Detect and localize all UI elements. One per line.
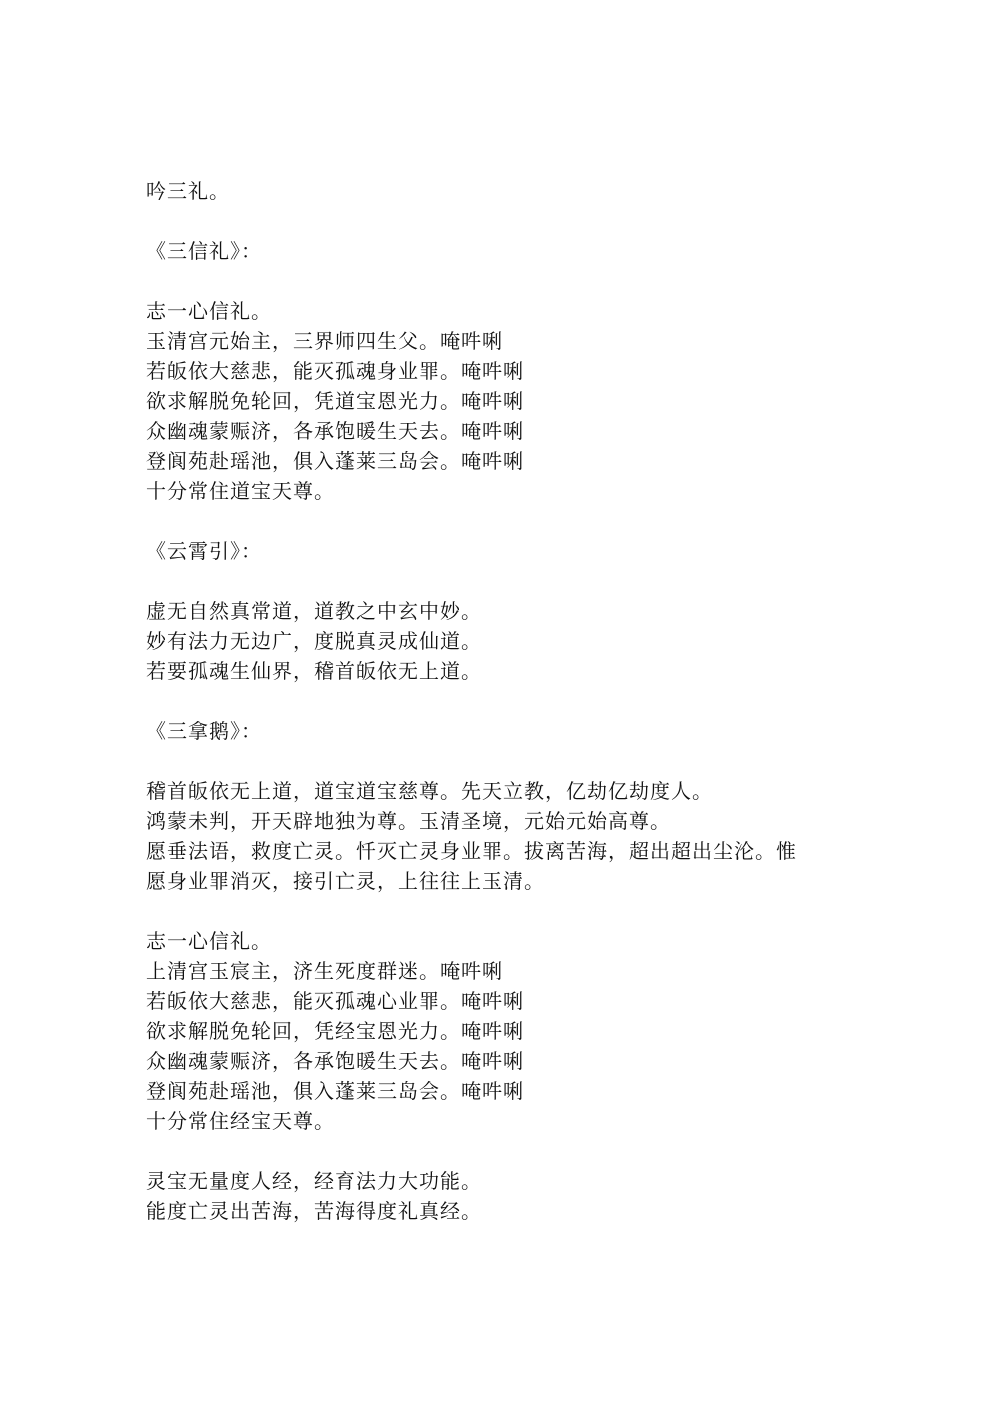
intro-line: 吟三礼。 xyxy=(146,179,230,203)
verse-line: 众幽魂蒙赈济，各承饱暖生天去。唵吽唎 xyxy=(146,419,524,443)
section-title: 《三信礼》： xyxy=(146,239,262,263)
verse-line: 若皈依大慈悲，能灭孤魂身业罪。唵吽唎 xyxy=(146,359,524,383)
spacer xyxy=(146,566,866,596)
spacer xyxy=(146,206,866,236)
section-title: 《三拿鹅》： xyxy=(146,719,262,743)
verse-line: 登阆苑赴瑶池，俱入蓬莱三岛会。唵吽唎 xyxy=(146,449,524,473)
spacer xyxy=(146,896,866,926)
verse-line: 十分常住经宝天尊。 xyxy=(146,1109,335,1133)
verse-line: 众幽魂蒙赈济，各承饱暖生天去。唵吽唎 xyxy=(146,1049,524,1073)
verse-line: 若要孤魂生仙界，稽首皈依无上道。 xyxy=(146,659,482,683)
document-body xyxy=(146,176,866,1226)
verse-line: 欲求解脱免轮回，凭经宝恩光力。唵吽唎 xyxy=(146,1019,524,1043)
verse-line: 上清宫玉宸主，济生死度群迷。唵吽唎 xyxy=(146,959,503,983)
verse-line: 欲求解脱免轮回，凭道宝恩光力。唵吽唎 xyxy=(146,389,524,413)
verse-line: 志一心信礼。 xyxy=(146,929,272,953)
verse-line: 稽首皈依无上道，道宝道宝慈尊。先天立教，亿劫亿劫度人。 xyxy=(146,779,713,803)
verse-line: 志一心信礼。 xyxy=(146,299,272,323)
spacer xyxy=(146,686,866,716)
spacer xyxy=(146,746,866,776)
verse-line: 虚无自然真常道，道教之中玄中妙。 xyxy=(146,599,482,623)
verse-line: 灵宝无量度人经，经育法力大功能。 xyxy=(146,1169,482,1193)
spacer xyxy=(146,1136,866,1166)
verse-line: 登阆苑赴瑶池，俱入蓬莱三岛会。唵吽唎 xyxy=(146,1079,524,1103)
verse-line: 玉清宫元始主，三界师四生父。唵吽唎 xyxy=(146,329,503,353)
verse-line: 愿垂法语，救度亡灵。忏灭亡灵身业罪。拔离苦海，超出超出尘沦。惟 xyxy=(146,839,797,863)
section-title: 《云霄引》： xyxy=(146,539,262,563)
verse-line: 若皈依大慈悲，能灭孤魂心业罪。唵吽唎 xyxy=(146,989,524,1013)
spacer xyxy=(146,266,866,296)
verse-line: 鸿蒙未判，开天辟地独为尊。玉清圣境，元始元始高尊。 xyxy=(146,809,671,833)
verse-line: 愿身业罪消灭，接引亡灵，上往往上玉清。 xyxy=(146,869,545,893)
verse-line: 妙有法力无边广，度脱真灵成仙道。 xyxy=(146,629,482,653)
verse-line: 能度亡灵出苦海，苦海得度礼真经。 xyxy=(146,1199,482,1223)
spacer xyxy=(146,506,866,536)
verse-line: 十分常住道宝天尊。 xyxy=(146,479,335,503)
